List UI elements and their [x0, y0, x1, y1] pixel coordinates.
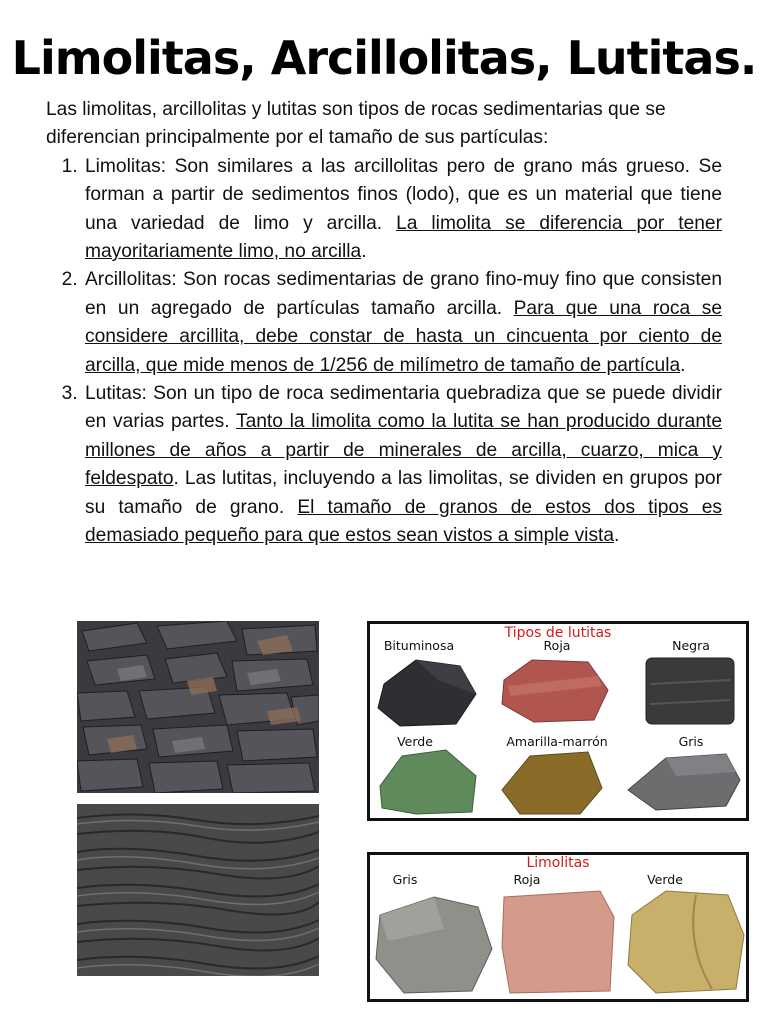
underlined-text: La limolita se diferencia por tener mayoritariamente limo, no arcilla	[85, 212, 722, 263]
rock-label: Amarilla-marrón	[506, 734, 608, 749]
lutitas-types-panel	[367, 621, 749, 821]
gris-rock	[626, 750, 742, 814]
rock-label: Negra	[672, 638, 710, 653]
page-title: Limolitas, Arcillolitas, Lutitas.	[11, 31, 757, 85]
bituminosa-rock	[376, 654, 480, 730]
rock-label: Verde	[397, 734, 433, 749]
list-item-lutitas: 3. Lutitas: Son un tipo de roca sedimentaria quebradiza que se puede dividir en varias partes. Tanto la limolita como la lutita se han producido durante millones de años a partir de minerales de arcilla, cuarzo, mica y feldespato. Las lutitas, incluyendo a las limolitas, se dividen en grupos por su tamaño de grano. El tamaño de granos de estos dos tipos es demasiado pequeño para que estos sean vistos a simple vista.	[83, 380, 722, 550]
rock-label: Gris	[678, 734, 704, 749]
verde-rock	[376, 746, 480, 818]
limolita-gris-rock	[374, 889, 494, 997]
underlined-text: El tamaño de granos de estos dos tipos es demasiado pequeño para que estos sean vistos a simple vista	[85, 496, 722, 547]
limolita-verde-rock	[626, 885, 746, 997]
limolita-roja-rock	[500, 887, 616, 997]
panel-title: Tipos de lutitas	[504, 625, 612, 641]
list-item-limolitas: 1. Limolitas: Son similares a las arcillolitas pero de grano más grueso. Se forman a partir de sedimentos finos (lodo), que es un material que tiene una variedad de limo y arcilla. La limolita se diferencia por tener mayoritariamente limo, no arcilla.	[83, 153, 722, 267]
panel-title: Limolitas	[526, 855, 590, 871]
underlined-text: Para que una roca se considere arcillita, debe constar de hasta un cincuenta por ciento de arcilla, que mide menos de 1/256 de milímetro de tamaño de partícula	[85, 297, 722, 376]
underlined-text: Tanto la limolita como la lutita se han producido durante millones de años a partir de minerales de arcilla, cuarzo, mica y feldespato	[85, 411, 722, 490]
shale-outcrop-photo	[77, 804, 319, 976]
rock-label: Roja	[513, 872, 541, 887]
shale-flakes-photo	[77, 621, 319, 793]
list-item-arcillolitas: 2. Arcillolitas: Son rocas sedimentarias de grano fino-muy fino que consisten en un agregado de partículas tamaño arcilla. Para que una roca se considere arcillita, debe constar de hasta un cincuenta por ciento de arcilla, que mide menos de 1/256 de milímetro de tamaño de partícula.	[83, 266, 722, 380]
negra-rock	[642, 654, 738, 728]
limolitas-panel	[367, 852, 749, 1002]
rock-label: Gris	[392, 872, 418, 887]
roja-rock	[498, 656, 610, 726]
rock-type-list	[46, 153, 722, 551]
rock-label: Verde	[647, 872, 683, 887]
intro-paragraph: Las limolitas, arcillolitas y lutitas son tipos de rocas sedimentarias que se diferencian principalmente por el tamaño de sus partículas:	[46, 99, 666, 149]
rock-label: Roja	[543, 638, 571, 653]
body-text	[46, 96, 722, 551]
amarilla-marron-rock	[500, 748, 604, 818]
rock-label: Bituminosa	[383, 638, 455, 653]
